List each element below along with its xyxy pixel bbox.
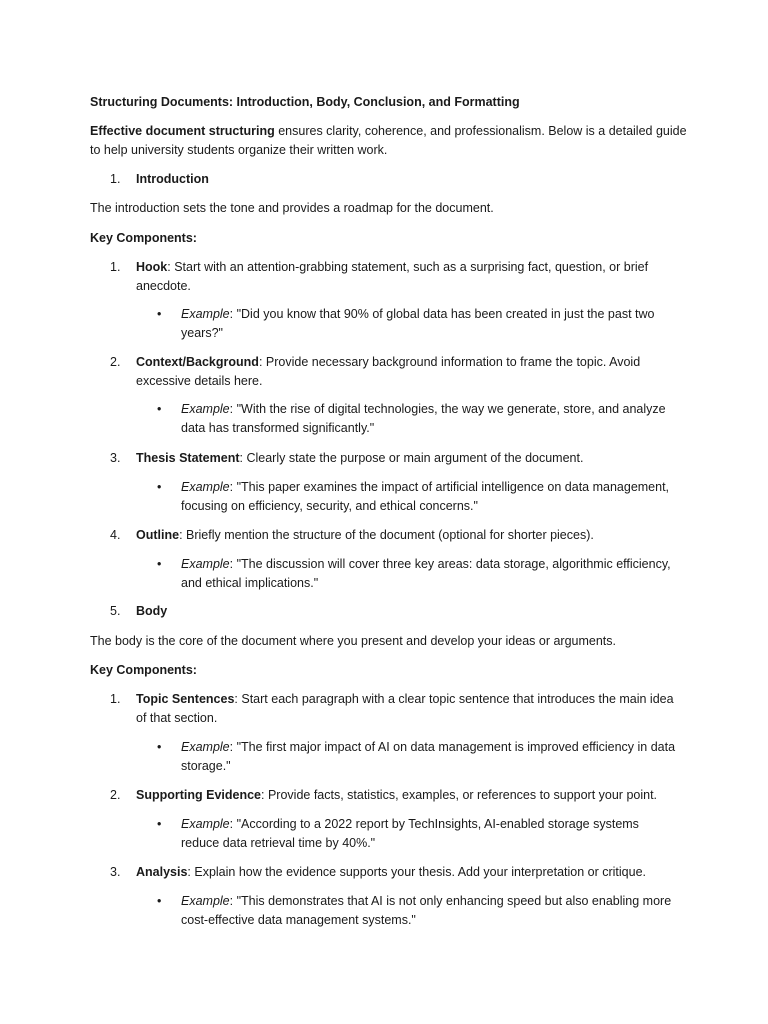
bullet-icon: • bbox=[157, 480, 162, 494]
example-label: Example bbox=[181, 894, 230, 908]
list-number: 2. bbox=[110, 788, 121, 802]
document-title bbox=[90, 93, 690, 112]
list-item-term: Topic Sentences bbox=[136, 692, 235, 706]
list-item-topic-sentences bbox=[136, 690, 684, 728]
list-number: 2. bbox=[110, 355, 121, 369]
list-item-term: Thesis Statement bbox=[136, 451, 240, 465]
list-item-text: : Provide necessary background information to frame the topic. Avoid excessive details here. bbox=[136, 355, 641, 388]
example-item bbox=[181, 478, 681, 516]
example-label: Example bbox=[181, 402, 230, 416]
key-components-text: Key Components: bbox=[90, 663, 197, 677]
example-item bbox=[181, 555, 681, 593]
list-item-hook bbox=[136, 258, 684, 296]
example-text: : "The first major impact of AI on data management is improved efficiency in data storage." bbox=[181, 740, 676, 773]
section-description: The introduction sets the tone and provides a roadmap for the document. bbox=[90, 201, 494, 215]
list-item-outline bbox=[136, 526, 684, 545]
key-components-text: Key Components: bbox=[90, 231, 197, 245]
list-item-term: Hook bbox=[136, 260, 168, 274]
bullet-icon: • bbox=[157, 740, 162, 754]
list-item-term: Context/Background bbox=[136, 355, 259, 369]
list-number: 1. bbox=[110, 260, 121, 274]
list-item-text: : Provide facts, statistics, examples, or references to support your point. bbox=[261, 788, 658, 802]
intro-bold-lead: Effective document structuring bbox=[90, 124, 275, 138]
section-description: The body is the core of the document where you present and develop your ideas or arguments. bbox=[90, 634, 617, 648]
list-item-term: Supporting Evidence bbox=[136, 788, 262, 802]
title-text: Structuring Documents: Introduction, Body, Conclusion, and Formatting bbox=[90, 95, 520, 109]
intro-paragraph bbox=[90, 122, 690, 160]
example-label: Example bbox=[181, 740, 230, 754]
list-item-term: Outline bbox=[136, 528, 180, 542]
section-heading-text: Introduction bbox=[136, 172, 209, 186]
section-heading-introduction bbox=[136, 170, 684, 189]
list-item-analysis bbox=[136, 863, 684, 882]
list-item-term: Analysis bbox=[136, 865, 188, 879]
list-item-thesis bbox=[136, 449, 684, 468]
list-item-text: : Start with an attention-grabbing statement, such as a surprising fact, question, or brief anecdote. bbox=[136, 260, 649, 293]
example-label: Example bbox=[181, 480, 230, 494]
example-text: : "This demonstrates that AI is not only enhancing speed but also enabling more cost-effective data management systems." bbox=[181, 894, 672, 927]
bullet-icon: • bbox=[157, 557, 162, 571]
list-item-text: : Briefly mention the structure of the document (optional for shorter pieces). bbox=[179, 528, 594, 542]
intro-rest-text: ensures clarity, coherence, and professionalism. Below is a detailed guide to help university students organize their written work. bbox=[90, 124, 687, 157]
bullet-icon: • bbox=[157, 894, 162, 908]
example-item bbox=[181, 815, 651, 853]
list-number: 1. bbox=[110, 692, 121, 706]
section-number: 5. bbox=[110, 604, 121, 618]
bullet-icon: • bbox=[157, 402, 162, 416]
list-item-context bbox=[136, 353, 684, 391]
example-item bbox=[181, 305, 681, 343]
example-label: Example bbox=[181, 307, 230, 321]
list-number: 4. bbox=[110, 528, 121, 542]
example-text: : "With the rise of digital technologies, the way we generate, store, and analyze data has transformed significantly." bbox=[181, 402, 666, 435]
example-label: Example bbox=[181, 817, 230, 831]
example-item bbox=[181, 400, 681, 438]
example-text: : "This paper examines the impact of artificial intelligence on data management, focusing on efficiency, security, and ethical concerns." bbox=[181, 480, 670, 513]
section-heading-text: Body bbox=[136, 604, 168, 618]
list-number: 3. bbox=[110, 451, 121, 465]
example-text: : "Did you know that 90% of global data has been created in just the past two years?" bbox=[181, 307, 655, 340]
key-components-label bbox=[90, 661, 690, 680]
example-text: : "According to a 2022 report by TechInsights, AI-enabled storage systems reduce data retrieval time by 40%." bbox=[181, 817, 639, 850]
section-heading-body bbox=[136, 602, 684, 621]
list-item-text: : Start each paragraph with a clear topic sentence that introduces the main idea of that section. bbox=[136, 692, 674, 725]
example-item bbox=[181, 892, 681, 930]
section-number: 1. bbox=[110, 172, 121, 186]
list-item-supporting-evidence bbox=[136, 786, 684, 805]
list-number: 3. bbox=[110, 865, 121, 879]
list-item-text: : Clearly state the purpose or main argument of the document. bbox=[239, 451, 584, 465]
example-label: Example bbox=[181, 557, 230, 571]
example-text: : "The discussion will cover three key areas: data storage, algorithmic efficiency, and ethical implications." bbox=[181, 557, 671, 590]
example-item bbox=[181, 738, 681, 776]
bullet-icon: • bbox=[157, 307, 162, 321]
key-components-label bbox=[90, 229, 690, 248]
bullet-icon: • bbox=[157, 817, 162, 831]
list-item-text: : Explain how the evidence supports your thesis. Add your interpretation or critique. bbox=[187, 865, 647, 879]
